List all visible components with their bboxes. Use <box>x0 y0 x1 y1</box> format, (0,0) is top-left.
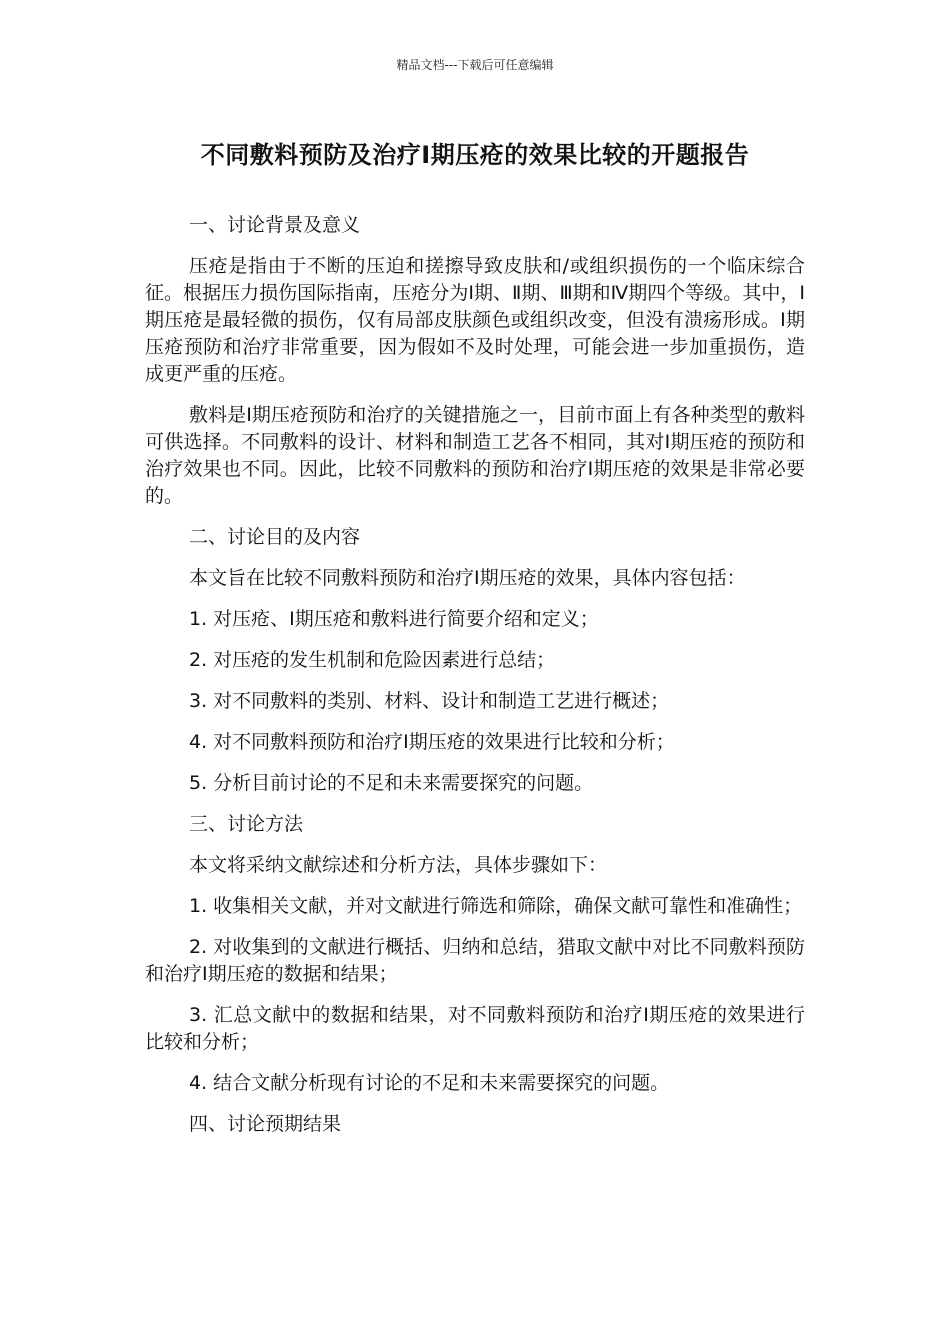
section-heading-expected-results: 四、讨论预期结果 <box>189 1113 342 1135</box>
paragraph-methods-intro: 本文将采纳文献综述和分析方法，具体步骤如下： <box>189 854 608 876</box>
paragraph-purpose-intro: 本文旨在比较不同敷料预防和治疗Ⅰ期压疮的效果，具体内容包括： <box>189 567 746 589</box>
list-item: 4. 结合文献分析现有讨论的不足和未来需要探究的问题。 <box>189 1072 670 1094</box>
paragraph-pressure-ulcer-definition: 压疮是指由于不断的压迫和搓擦导致皮肤和/或组织损伤的一个临床综合征。根据压力损伤国际指南，压疮分为Ⅰ期、Ⅱ期、Ⅲ期和Ⅳ期四个等级。其中，Ⅰ期压疮是最轻微的损伤，仅有局部皮肤颜色或组织改变，但没有溃疡形成。Ⅰ期压疮预防和治疗非常重要，因为假如不及时处理，可能会进一步加重损伤，造成更严重的压疮。 <box>145 255 805 385</box>
document-title: 不同敷料预防及治疗Ⅰ期压疮的效果比较的开题报告 <box>200 141 750 169</box>
section-heading-methods: 三、讨论方法 <box>189 813 304 835</box>
section-heading-purpose: 二、讨论目的及内容 <box>189 526 361 548</box>
paragraph-dressing-importance: 敷料是Ⅰ期压疮预防和治疗的关键措施之一，目前市面上有各种类型的敷料可供选择。不同敷料的设计、材料和制造工艺各不相同，其对Ⅰ期压疮的预防和治疗效果也不同。因此，比较不同敷料的预防和治疗Ⅰ期压疮的效果是非常必要的。 <box>145 404 805 507</box>
list-item: 1. 收集相关文献，并对文献进行筛选和筛除，确保文献可靠性和准确性； <box>189 895 803 917</box>
page-header-note: 精品文档---下载后可任意编辑 <box>396 58 554 72</box>
list-item: 5. 分析目前讨论的不足和未来需要探究的问题。 <box>189 772 594 794</box>
list-item: 4. 对不同敷料预防和治疗Ⅰ期压疮的效果进行比较和分析； <box>189 731 675 753</box>
document-body <box>145 212 805 1152</box>
list-item: 3. 汇总文献中的数据和结果，对不同敷料预防和治疗Ⅰ期压疮的效果进行比较和分析； <box>145 1004 805 1053</box>
section-heading-background: 一、讨论背景及意义 <box>189 214 361 236</box>
list-item: 2. 对收集到的文献进行概括、归纳和总结，猎取文献中对比不同敷料预防和治疗Ⅰ期压疮的数据和结果； <box>145 936 805 985</box>
list-item: 1. 对压疮、Ⅰ期压疮和敷料进行简要介绍和定义； <box>189 608 599 630</box>
list-item: 2. 对压疮的发生机制和危险因素进行总结； <box>189 649 556 671</box>
list-item: 3. 对不同敷料的类别、材料、设计和制造工艺进行概述； <box>189 690 670 712</box>
